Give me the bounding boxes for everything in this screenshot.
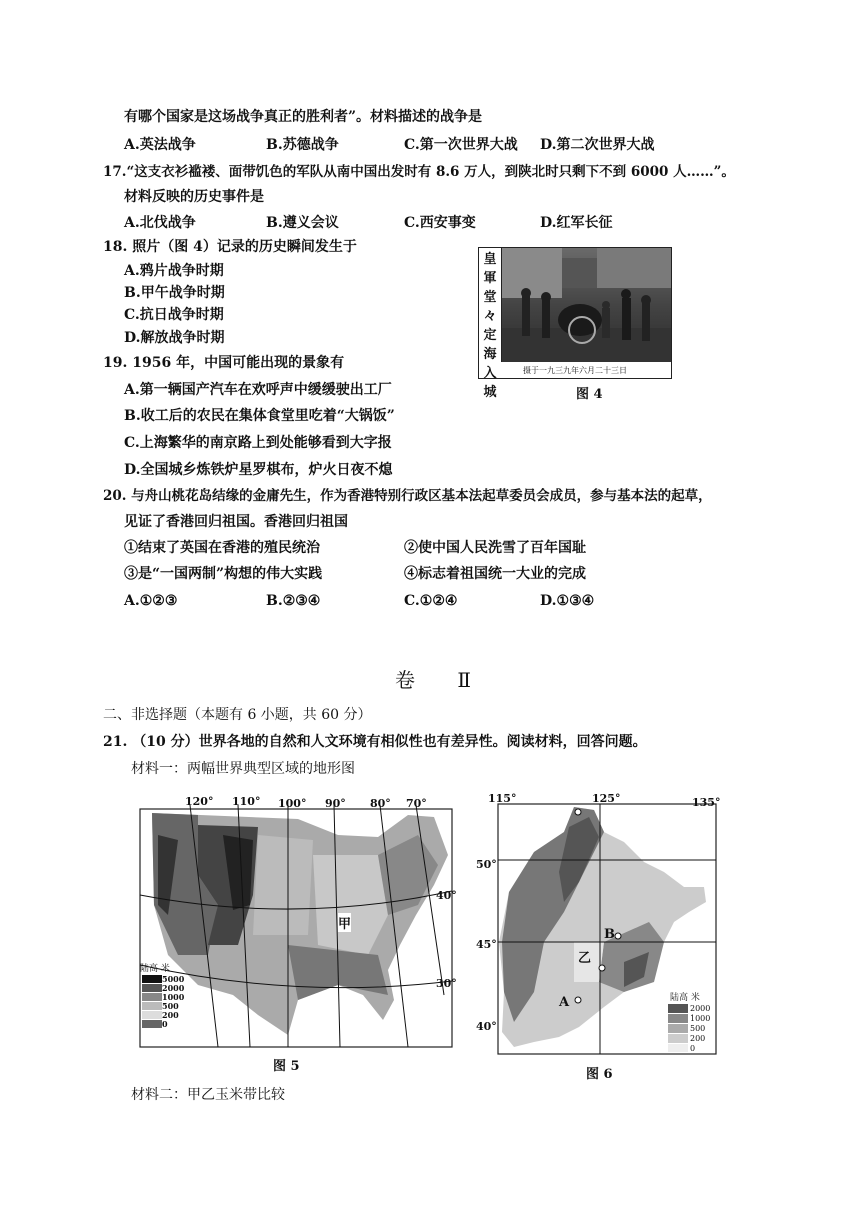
fig5-legend-value: 1000: [162, 992, 185, 1002]
photo-side-char: 入: [483, 366, 497, 381]
part2-heading: 二、非选择题（本题有 6 小题，共 60 分）: [103, 707, 372, 723]
q17-stem-line2: 材料反映的历史事件是: [124, 189, 264, 205]
q16-option-b: B.苏德战争: [266, 137, 339, 153]
q20-option-a: A.①②③: [124, 593, 178, 609]
fig5-lat-label: 30°: [436, 977, 457, 990]
q18-stem: 18. 照片（图 4）记录的历史瞬间发生于: [103, 239, 357, 255]
fig5-legend-value: 200: [162, 1010, 179, 1020]
q18-option-d: D.解放战争时期: [124, 330, 225, 346]
q16-option-a: A.英法战争: [124, 137, 196, 153]
fig6-legend-value: 0: [690, 1044, 696, 1053]
fig6-lat-label: 40°: [476, 1020, 497, 1033]
fig5-legend-value: 2000: [162, 983, 185, 993]
q16-option-c: C.第一次世界大战: [404, 137, 518, 153]
q20-stem: 20. 与舟山桃花岛结缘的金庸先生，作为香港特别行政区基本法起草委员会成员，参与基本法的起草，: [103, 488, 712, 504]
fig6-lon-label: 125°: [592, 792, 621, 805]
fig5-lon-label: 70°: [406, 797, 427, 810]
q20-item-4: ④标志着祖国统一大业的完成: [404, 566, 586, 582]
fig5-legend-title: 陆高 米: [140, 964, 170, 974]
fig5-lon-label: 100°: [278, 797, 307, 810]
q20-option-c: C.①②④: [404, 593, 458, 609]
q18-option-c: C.抗日战争时期: [124, 307, 224, 323]
fig6-lon-label: 115°: [488, 792, 517, 805]
fig6-legend-value: 500: [690, 1024, 706, 1033]
photo-side-char: 皇: [483, 252, 497, 267]
fig6-lon-label: 135°: [692, 796, 721, 809]
q20-item-2: ②使中国人民洗雪了百年国耻: [404, 540, 586, 556]
photo-side-char: 定: [483, 328, 497, 343]
figure-4-label: 图 4: [576, 387, 603, 402]
q21-material1: 材料一：两幅世界典型区域的地形图: [131, 761, 355, 777]
fig5-lon-label: 110°: [232, 795, 261, 808]
q21-stem: 21. （10 分）世界各地的自然和人文环境有相似性也有差异性。阅读材料，回答问题。: [103, 734, 647, 750]
q20-item-1: ①结束了英国在香港的殖民统治: [124, 540, 320, 556]
fig6-lat-label: 45°: [476, 938, 497, 951]
historical-photo-image: [502, 248, 671, 362]
fig6-legend-value: 2000: [690, 1004, 711, 1013]
q17-option-c: C.西安事变: [404, 215, 476, 231]
photo-side-caption: [479, 248, 502, 400]
q21-material2: 材料二：甲乙玉米带比较: [131, 1087, 285, 1103]
q17-stem: 17.“这支衣衫褴褛、面带饥色的军队从南中国出发时有 8.6 万人，到陕北时只剩下不到 6000 人……”。: [103, 164, 735, 180]
q19-option-c: C.上海繁华的南京路上到处能够看到大字报: [124, 435, 392, 451]
q19-option-a: A.第一辆国产汽车在欢呼声中缓缓驶出工厂: [124, 382, 392, 398]
q19-stem: 19. 1956 年，中国可能出现的景象有: [103, 355, 345, 371]
photo-date-caption: 摄于一九三九年六月二十三日: [523, 366, 627, 375]
q16-stem-tail: 有哪个国家是这场战争真正的胜利者”。材料描述的战争是: [124, 109, 483, 125]
figure-5-label: 图 5: [273, 1059, 300, 1074]
q16-option-d: D.第二次世界大战: [540, 137, 655, 153]
q20-option-d: D.①③④: [540, 593, 595, 609]
fig6-point-b: B: [604, 927, 615, 942]
q18-option-a: A.鸦片战争时期: [124, 263, 224, 279]
fig6-place-yi: 乙: [578, 951, 592, 966]
q19-option-b: B.收工后的农民在集体食堂里吃着“大锅饭”: [124, 408, 395, 424]
figure-6-label: 图 6: [586, 1067, 613, 1082]
figure-5-map: [138, 795, 456, 1051]
section-title: 卷 Ⅱ: [395, 668, 489, 692]
q20-option-b: B.②③④: [266, 593, 321, 609]
fig5-lon-label: 90°: [325, 797, 346, 810]
q20-item-3: ③是“一国两制”构想的伟大实践: [124, 566, 323, 582]
fig5-place-jia: 甲: [338, 913, 351, 932]
q17-option-d: D.红军长征: [540, 215, 613, 231]
q17-option-a: A.北伐战争: [124, 215, 196, 231]
q17-option-b: B.遵义会议: [266, 215, 339, 231]
photo-side-char: 々: [483, 309, 497, 324]
fig6-legend-title: 陆高 米: [670, 993, 700, 1003]
q20-stem-line2: 见证了香港回归祖国。香港回归祖国: [124, 514, 348, 530]
fig5-lon-label: 80°: [370, 797, 391, 810]
fig6-legend-value: 200: [690, 1034, 706, 1043]
fig5-lat-label: 40°: [436, 889, 457, 902]
photo-side-char: 軍: [483, 271, 497, 286]
fig5-legend-value: 5000: [162, 974, 185, 984]
q18-option-b: B.甲午战争时期: [124, 285, 225, 301]
photo-side-char: 堂: [483, 290, 497, 305]
photo-side-char: 海: [483, 347, 497, 362]
fig5-legend-value: 0: [162, 1019, 168, 1029]
q19-option-d: D.全国城乡炼铁炉星罗棋布，炉火日夜不熄: [124, 462, 393, 478]
photo-side-char: 城: [483, 385, 497, 400]
fig6-lat-label: 50°: [476, 858, 497, 871]
fig6-point-a: A: [559, 995, 570, 1010]
fig5-legend-value: 500: [162, 1001, 179, 1011]
fig5-lon-label: 120°: [185, 795, 214, 808]
figure-6-map: [474, 792, 722, 1060]
fig6-legend-value: 1000: [690, 1014, 711, 1023]
